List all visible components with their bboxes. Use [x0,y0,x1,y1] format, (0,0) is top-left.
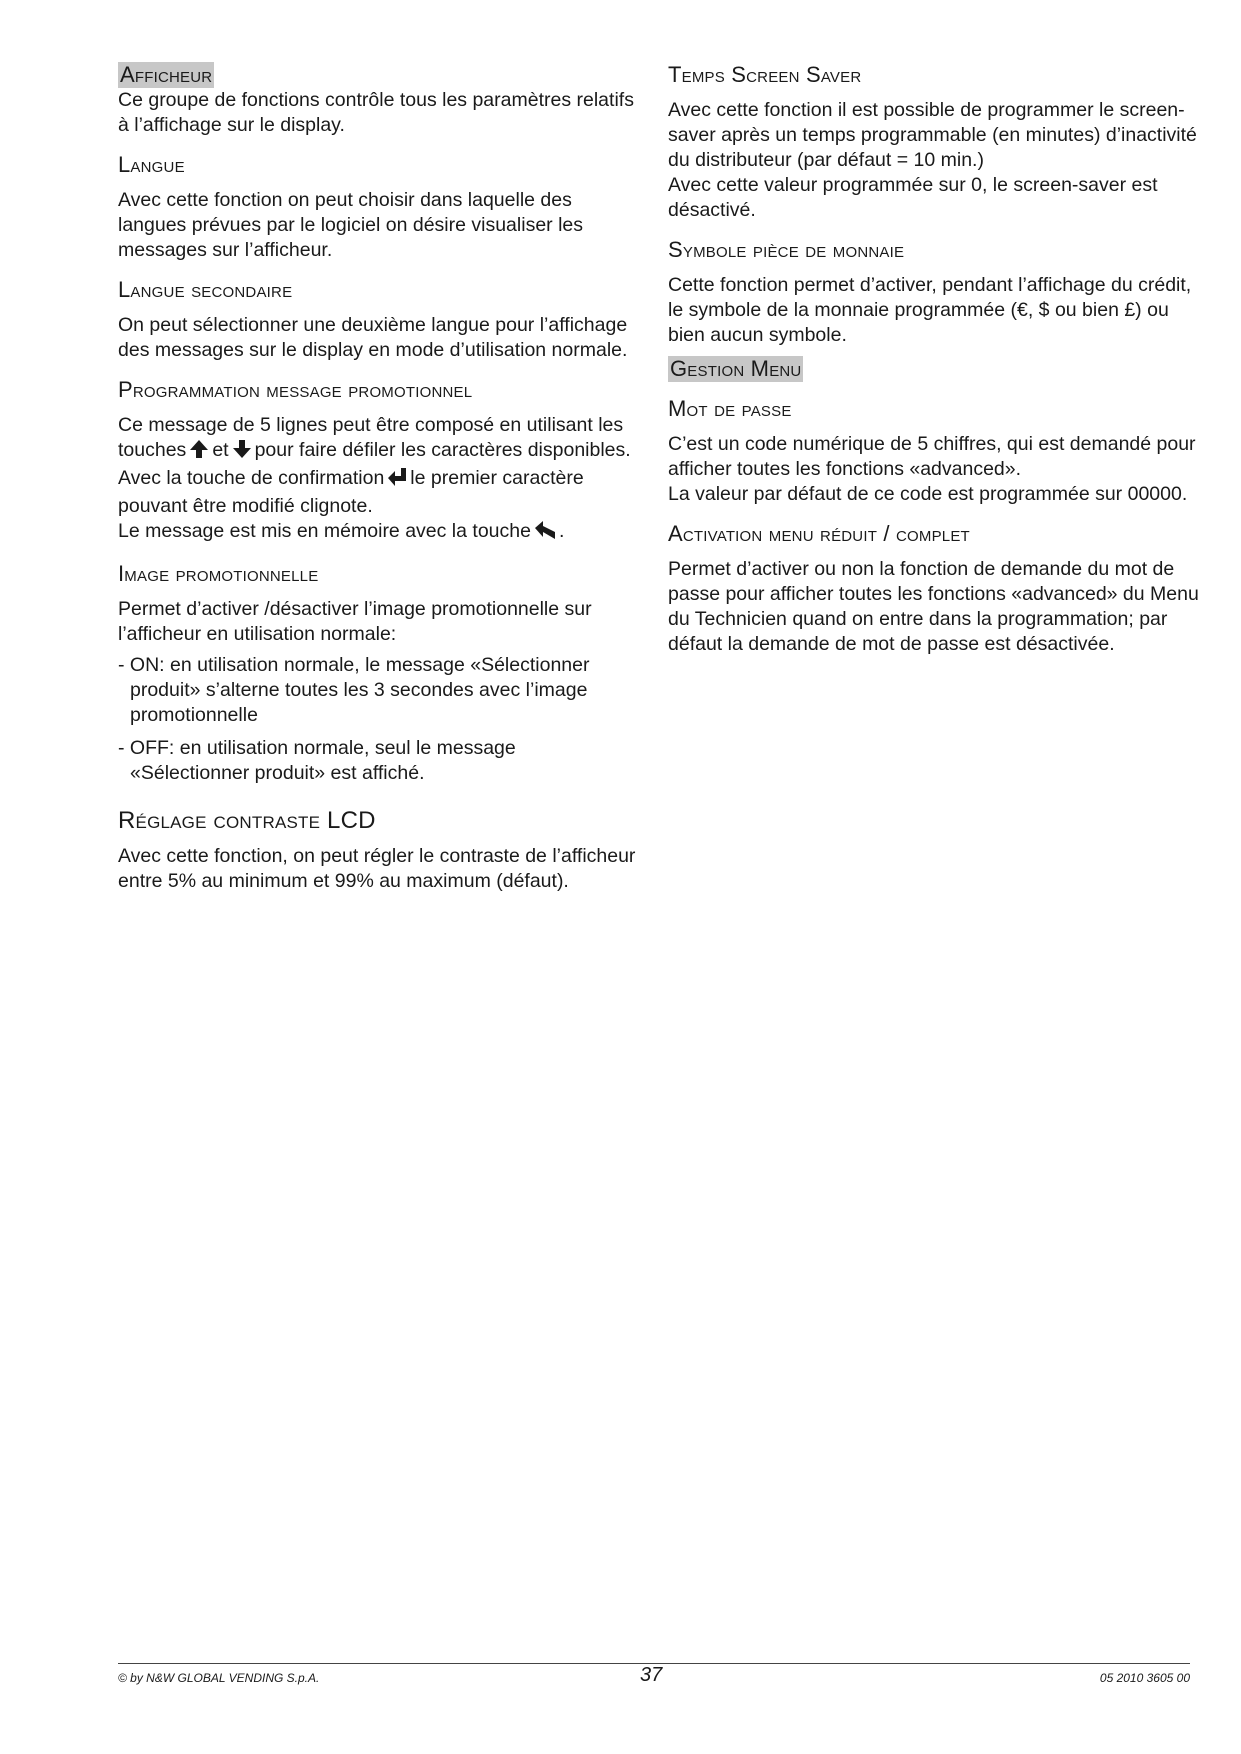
programmation-line2b: et [212,439,229,461]
programmation-line4a: Le message est mis en mémoire avec la touche [118,520,531,542]
mot-de-passe-text1: C’est un code numérique de 5 chiffres, qui est demandé pour afficher toutes les fonctions «advanced». [668,433,1196,480]
afficheur-text: Ce groupe de fonctions contrôle tous les paramètres relatifs à l’affichage sur le display. [118,89,634,136]
programmation-line1: Ce message de 5 lignes peut être composé en utilisant [118,414,593,436]
back-arrow-key-icon [534,520,556,547]
section-image-promo [118,561,638,786]
section-programmation [118,377,638,547]
section-contraste [118,808,638,894]
section-langue-secondaire [118,277,638,363]
section-gestion-menu [668,356,1200,382]
programmation-line3b: le premier caractère pouvant être modifié clignote. [118,467,584,517]
right-column [668,62,1200,671]
arrow-up-key-icon [189,439,209,466]
programmation-line2a: les touches [118,414,624,461]
footer-copyright: © by N&W GLOBAL VENDING S.p.A. [118,1671,320,1685]
group-heading-afficheur: Afficheur [120,62,213,87]
list-item: - OFF: en utilisation normale, seul le message «Sélectionner produit» est affiché. [118,737,516,784]
screen-saver-text1: Avec cette fonction il est possible de programmer le screen-saver après un temps programmable (en minutes) d’inactivité du distributeur (par défaut = 10 min.) [668,99,1197,171]
programmation-text [118,413,638,547]
image-promo-list [118,653,638,786]
heading-contraste: Réglage contraste LCD [118,807,376,834]
heading-image-promo: Image promotionnelle [118,561,319,586]
heading-screen-saver: Temps Screen Saver [668,62,862,87]
section-afficheur [118,62,638,138]
heading-activation: Activation menu réduit / complet [668,521,970,546]
heading-programmation: Programmation message promotionnel [118,377,473,402]
section-mot-de-passe [668,396,1200,507]
heading-symbole: Symbole pièce de monnaie [668,237,905,262]
contraste-text: Avec cette fonction, on peut régler le contraste de l’afficheur entre 5% au minimum et 99% au maximum (défaut). [118,845,636,892]
langue-text: Avec cette fonction on peut choisir dans laquelle des langues prévues par le logiciel on désire visualiser les messages sur l’afficheur. [118,189,584,261]
section-symbole [668,237,1200,348]
document-code: 05 2010 3605 00 [1099,1671,1190,1685]
section-langue [118,152,638,263]
heading-mot-de-passe: Mot de passe [668,396,792,421]
enter-key-icon [387,467,407,494]
page-number: 37 [640,1664,663,1686]
heading-langue-secondaire: Langue secondaire [118,277,293,302]
section-activation [668,521,1200,657]
image-promo-text: Permet d’activer /désactiver l’image promotionnelle sur l’afficheur en utilisation normale: [118,598,592,645]
symbole-text: Cette fonction permet d’activer, pendant l’affichage du crédit, le symbole de la monnaie programmée (€, $ ou bien £) ou bien aucun symbole. [668,274,1192,346]
screen-saver-text2: Avec cette valeur programmée sur 0, le screen-saver est désactivé. [668,174,1158,221]
heading-langue: Langue [118,152,185,177]
arrow-down-key-icon [232,439,252,466]
programmation-line2c: pour faire défiler les caractères disponibles. [254,439,631,461]
list-item: - ON: en utilisation normale, le message «Sélectionner produit» s’alterne toutes les 3 secondes avec l’image promotionnelle [118,654,590,726]
section-screen-saver [668,62,1200,223]
langue-secondaire-text: On peut sélectionner une deuxième langue pour l’affichage des messages sur le display en mode d’utilisation normale. [118,314,628,361]
group-heading-gestion-menu: Gestion Menu [670,356,802,381]
mot-de-passe-text2: La valeur par défaut de ce code est programmée sur 00000. [668,483,1188,505]
activation-text: Permet d’activer ou non la fonction de demande du mot de passe pour afficher toutes les fonctions «advanced» du Menu du Technicien quand on entre dans la programmation; par défaut la demande de mot de passe est désactivée. [668,558,1199,655]
programmation-line4b: . [558,520,565,542]
programmation-line3a: Avec la touche de confirmation [118,467,385,489]
left-column [118,62,638,908]
